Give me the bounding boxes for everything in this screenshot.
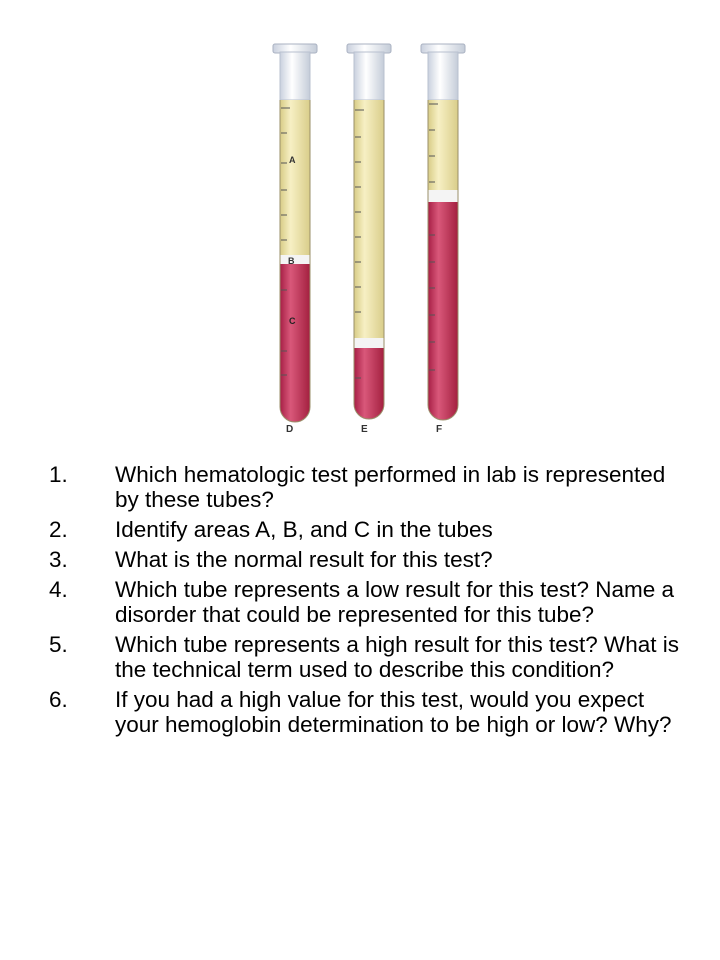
question-item-2 [0, 517, 720, 542]
tube-d [273, 44, 317, 435]
question-number: 5. [49, 632, 68, 657]
question-number: 3. [49, 547, 68, 572]
tube-f [421, 44, 465, 435]
question-item-1 [0, 462, 720, 512]
tube-f-buffy-coat [428, 190, 458, 202]
question-text: If you had a high value for this test, would you expect your hemoglobin determination to be high or low? Why? [115, 687, 672, 737]
question-item-5 [0, 632, 720, 682]
area-label-b: B [288, 256, 295, 266]
tube-f-plasma [428, 100, 458, 190]
tube-d-label: D [286, 424, 294, 435]
tube-e-plasma [354, 100, 384, 338]
question-item-3 [0, 547, 720, 572]
question-item-6 [0, 687, 720, 737]
question-text: Which hematologic test performed in lab is represented by these tubes? [115, 462, 666, 512]
question-list [0, 462, 720, 742]
tube-e-buffy-coat [354, 338, 384, 348]
tube-e-label: E [361, 424, 368, 435]
question-text: Which tube represents a low result for this test? Name a disorder that could be represented for this tube? [115, 577, 674, 627]
question-number: 6. [49, 687, 68, 712]
tube-d-red-cells [280, 264, 310, 422]
tube-e-cap [354, 52, 384, 100]
tube-d-cap [280, 52, 310, 100]
question-number: 1. [49, 462, 68, 487]
area-label-c: C [289, 316, 296, 326]
tube-e [347, 44, 391, 435]
tube-f-cap [428, 52, 458, 100]
hematocrit-tubes-figure [0, 0, 720, 440]
tube-d-plasma [280, 100, 310, 255]
question-number: 4. [49, 577, 68, 602]
tube-d-buffy-coat [280, 255, 310, 264]
question-text: Which tube represents a high result for this test? What is the technical term used to describe this condition? [115, 632, 680, 682]
area-label-a: A [289, 155, 296, 165]
tube-f-label: F [436, 424, 443, 435]
question-number: 2. [49, 517, 68, 542]
question-text: What is the normal result for this test? [115, 547, 493, 572]
tube-e-red-cells [354, 348, 384, 419]
question-item-4 [0, 577, 720, 627]
question-text: Identify areas A, B, and C in the tubes [115, 517, 493, 542]
